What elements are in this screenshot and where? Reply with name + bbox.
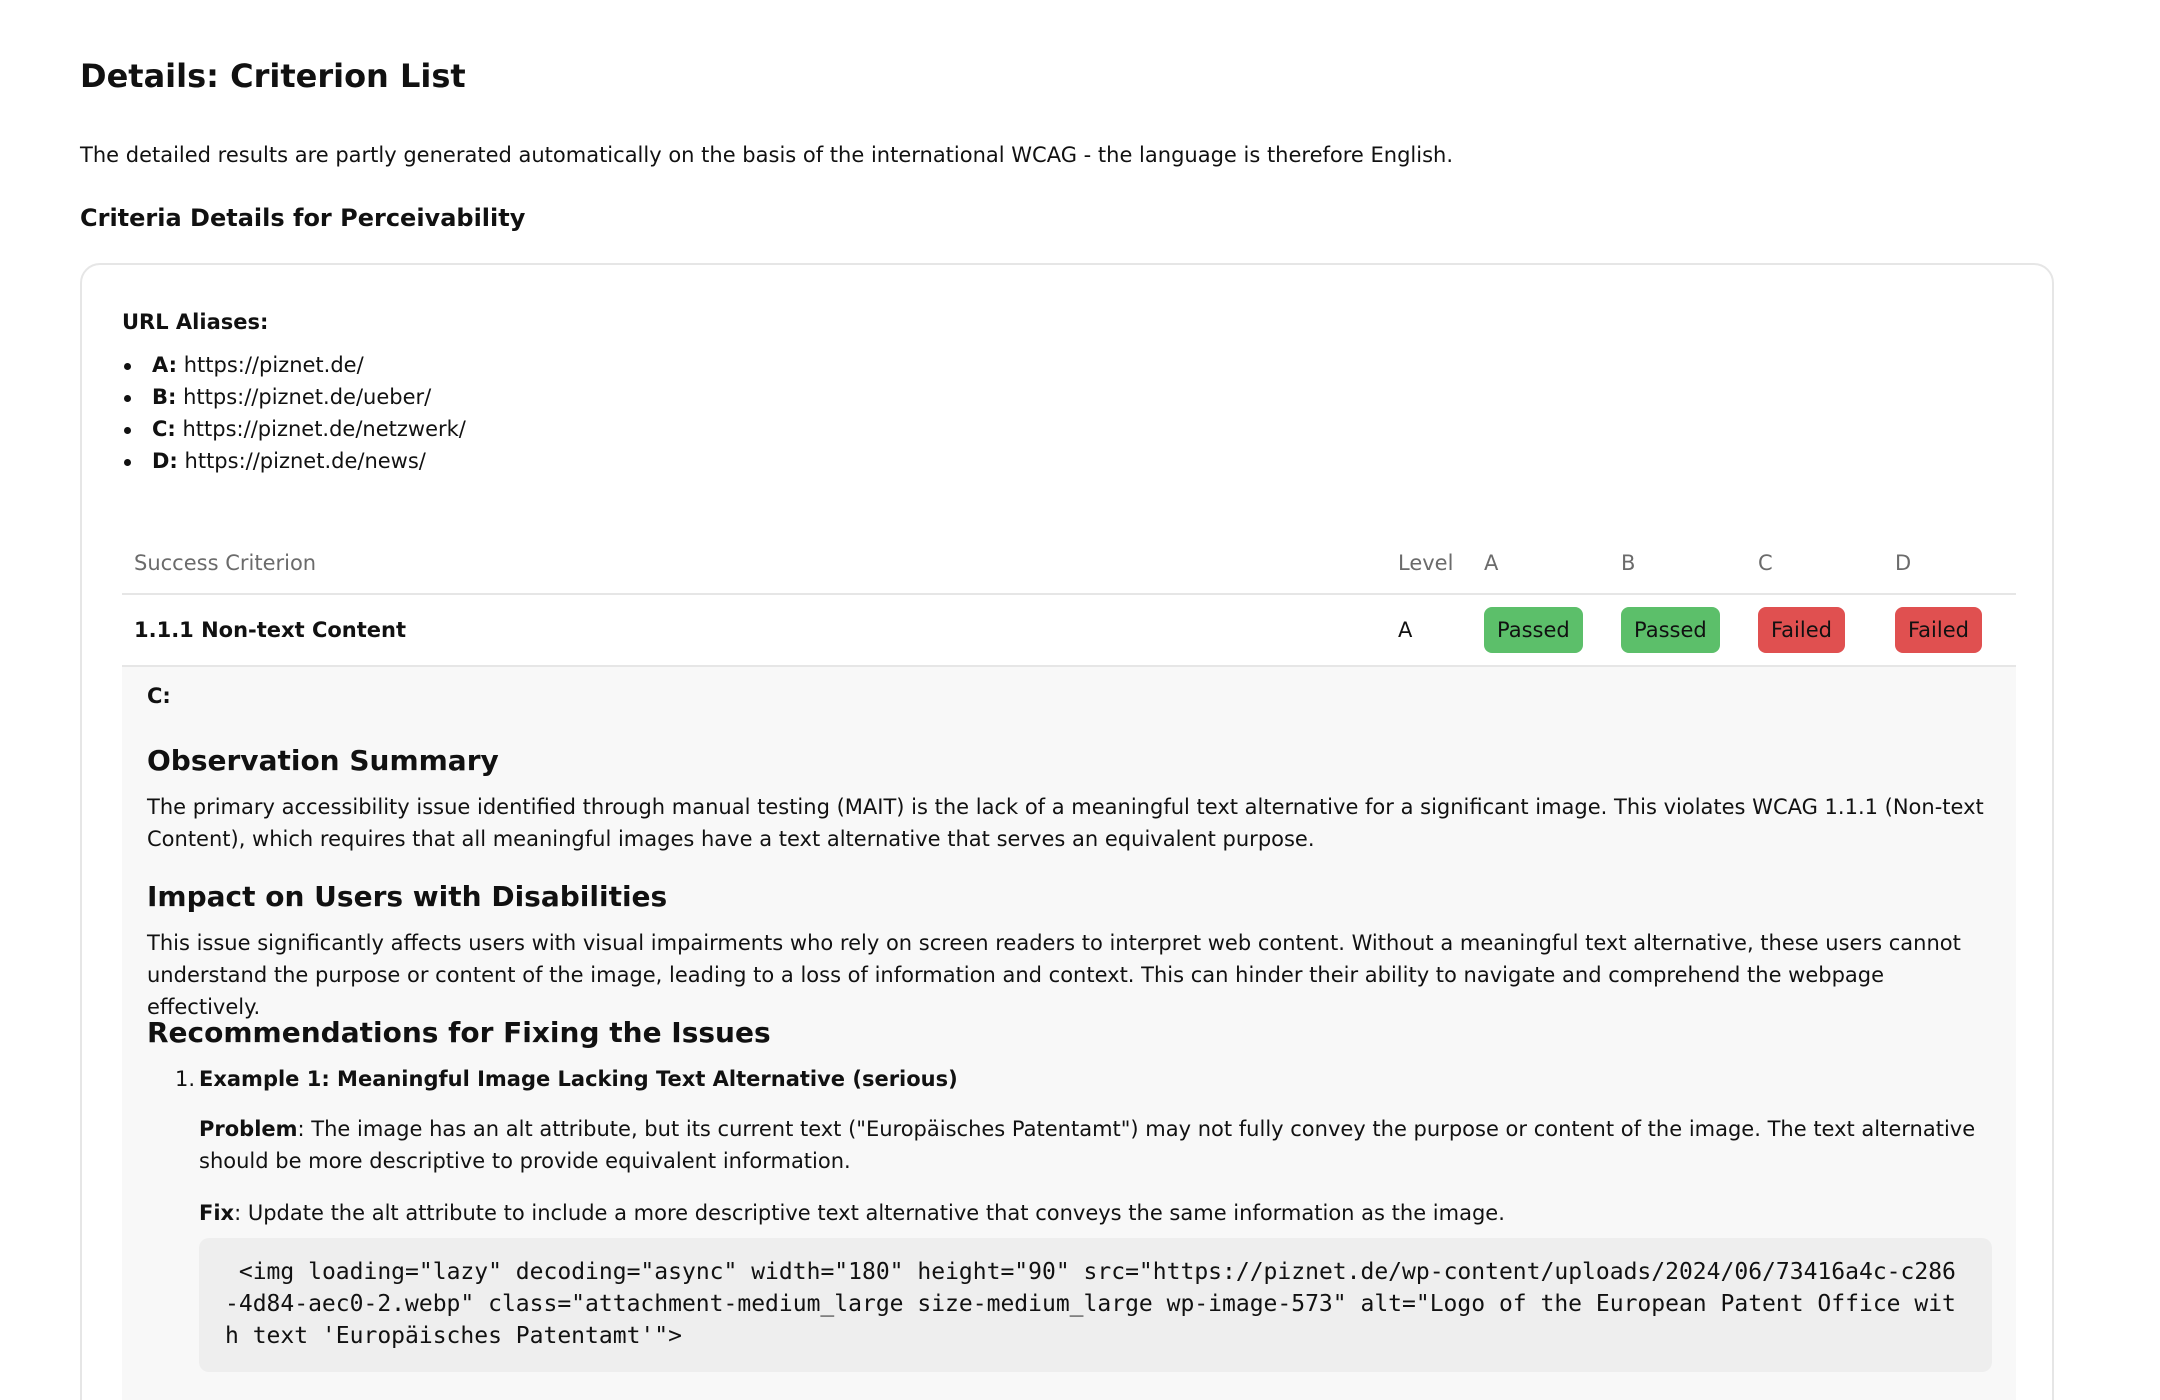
url-alias-item [122,445,466,477]
intro-text: The detailed results are partly generated automatically on the basis of the international WCAG - the language is therefore English. [80,143,1454,167]
alias-key: C: [152,417,176,441]
alias-url: https://piznet.de/ueber/ [183,385,432,409]
criterion-detail-panel [122,667,2016,1400]
status-badge-b: Passed [1621,607,1720,653]
header-level: Level [1398,551,1454,575]
criteria-card [80,263,2054,1400]
problem-label: Problem [199,1117,298,1141]
recommendation-title: Example 1: Meaningful Image Lacking Text Alternative (serious) [199,1067,958,1091]
url-aliases-list [122,349,466,477]
section-title: Criteria Details for Perceivability [80,204,526,232]
problem-text: : The image has an alt attribute, but its current text ("Europäisches Patentamt") may not fully convey the purpose or content of the image. The text alternative should be more descriptive to provide equivalent information. [199,1117,1976,1173]
header-url-c: C [1758,551,1773,575]
url-alias-item [122,381,466,413]
alias-url: https://piznet.de/ [183,353,364,377]
status-badge-c: Failed [1758,607,1845,653]
criteria-table [122,533,2016,667]
page-title: Details: Criterion List [80,57,466,95]
header-success-criterion: Success Criterion [134,551,317,575]
fix-text: : Update the alt attribute to include a more descriptive text alternative that conveys the same information as the image. [234,1201,1505,1225]
alias-key: B: [152,385,177,409]
status-badge-d: Failed [1895,607,1982,653]
alias-url: https://piznet.de/netzwerk/ [182,417,466,441]
url-alias-item [122,413,466,445]
recommendation-problem [199,1113,1992,1177]
recommendation-number: 1. [175,1067,196,1091]
recommendations-heading: Recommendations for Fixing the Issues [147,1016,771,1049]
alias-key: D: [152,449,178,473]
criterion-level: A [1398,618,1413,642]
criterion-name: 1.1.1 Non-text Content [134,618,407,642]
fix-label: Fix [199,1201,235,1225]
status-badge-a: Passed [1484,607,1583,653]
detail-url-label: C: [147,684,171,708]
observation-summary-text: The primary accessibility issue identified through manual testing (MAIT) is the lack of a meaningful text alternative for a significant image. This violates WCAG 1.1.1 (Non-text Content), which requires that all meaningful images have a text alternative that serves an equivalent purpose. [147,795,1984,851]
header-url-b: B [1621,551,1636,575]
recommendation-fix [199,1197,1992,1229]
impact-text: This issue significantly affects users with visual impairments who rely on screen readers to interpret web content. Without a meaningful text alternative, these users cannot understand the purpose or content of the image, leading to a loss of information and context. This can hinder their ability to navigate and comprehend the webpage effectively. [147,931,1961,1019]
header-url-a: A [1484,551,1499,575]
alias-url: https://piznet.de/news/ [184,449,426,473]
url-alias-item [122,349,466,381]
observation-summary-heading: Observation Summary [147,744,499,777]
table-row[interactable] [122,595,2016,667]
header-url-d: D [1895,551,1912,575]
code-snippet: <img loading="lazy" decoding="async" width="180" height="90" src="https://piznet.de/wp-content/uploads/2024/06/73416a4c-c286-4d84-aec0-2.webp" class="attachment-medium_large size-medium_large wp-image-573" alt="Logo of the European Patent Office with text 'Europäisches Patentamt'"> [199,1238,1992,1372]
alias-key: A: [152,353,178,377]
impact-heading: Impact on Users with Disabilities [147,880,668,913]
table-header [122,533,2016,595]
url-aliases-title: URL Aliases: [122,310,269,334]
